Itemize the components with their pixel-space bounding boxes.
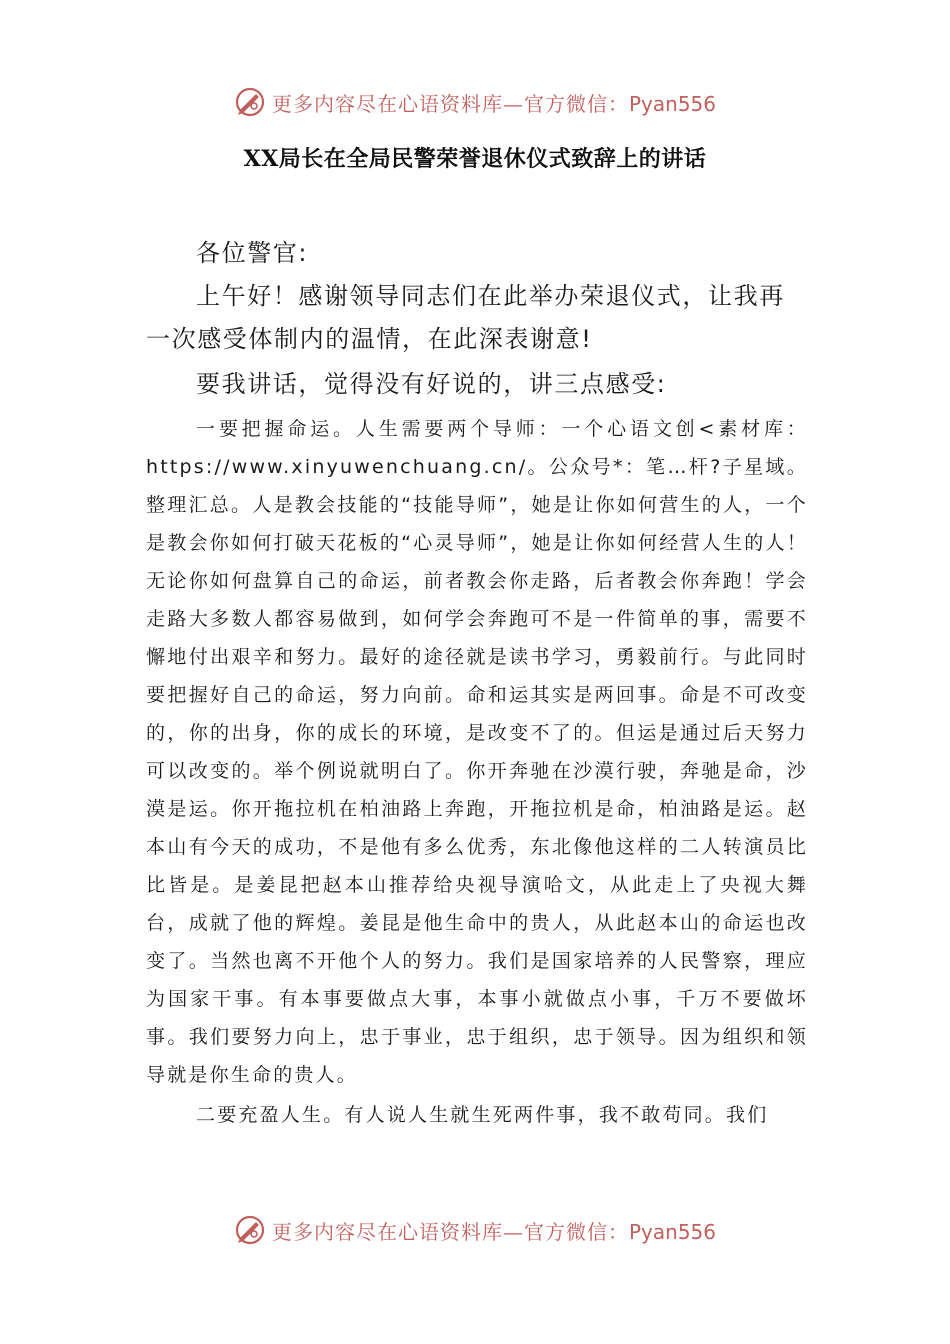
watermark-text [272, 88, 716, 117]
opening-paragraph: 上午好！感谢领导同志们在此举办荣退仪式，让我再一次感受体制内的温情，在此深表谢意! [146, 282, 785, 353]
footer-watermark-banner [0, 1210, 950, 1250]
document-title: XX局长在全局民警荣誉退休仪式致辞上的讲话 [243, 146, 707, 172]
watermark-account: Pyan556 [628, 1219, 716, 1244]
watermark-label: 更多内容尽在心语资料库—官方微信： [271, 91, 629, 116]
pen-circle-logo-icon [234, 1214, 266, 1246]
intro-paragraph: 要我讲话，觉得没有好说的，讲三点感受: [196, 370, 667, 398]
document-body [146, 232, 808, 1134]
watermark-text [272, 1216, 716, 1245]
header-watermark-banner [0, 82, 950, 122]
point-one-paragraph: 一要把握命运。人生需要两个导师：一个心语文创<素材库：https://www.xinyuwenchuang.cn/。公众号*：笔…杆?子星域。整理汇总。人是教会技能的“技能导师”，她是让你如何营生的人，一个是教会你如何打破天花板的“心灵导师”，她是让你如何经营人生的人！无论你如何盘算自己的命运，前者教会你走路，后者教会你奔跑！学会走路大多数人都容易做到，如何学会奔跑可不是一件简单的事，需要不懈地付出艰辛和努力。最好的途径就是读书学习，勇毅前行。与此同时要把握好自己的命运，努力向前。命和运其实是两回事。命是不可改变的，你的出身，你的成长的环境，是改变不了的。但运是通过后天努力可以改变的。举个例说就明白了。你开奔驰在沙漠行驶，奔驰是命，沙漠是运。你开拖拉机在柏油路上奔跑，开拖拉机是命，柏油路是运。赵本山有今天的成功，不是他有多么优秀，东北像他这样的二人转演员比比皆是。是姜昆把赵本山推荐给央视导演哈文，从此走上了央视大舞台，成就了他的辉煌。姜昆是他生命中的贵人，从此赵本山的命运也改变了。当然也离不开他个人的努力。我们是国家培养的人民警察，理应为国家干事。有本事要做点大事，本事小就做点小事，千万不要做坏事。我们要努力向上，忠于事业，忠于组织，忠于领导。因为组织和领导就是你生命的贵人。 [146, 418, 808, 1086]
salutation: 各位警官: [196, 239, 309, 267]
watermark-account: Pyan556 [628, 91, 716, 116]
watermark-label: 更多内容尽在心语资料库—官方微信： [271, 1219, 629, 1244]
pen-circle-logo-icon [234, 86, 266, 118]
point-two-paragraph: 二要充盈人生。有人说人生就生死两件事，我不敢苟同。我们 [196, 1104, 769, 1126]
